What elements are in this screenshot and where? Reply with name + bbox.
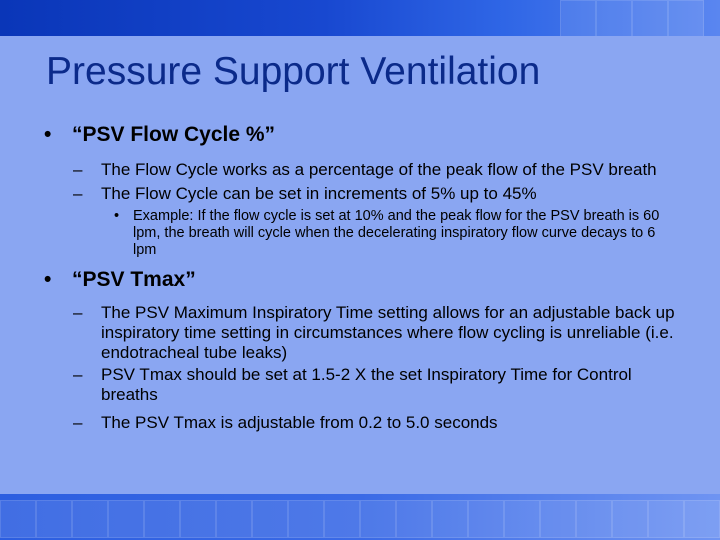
bullet-text: “PSV Tmax” xyxy=(72,268,196,291)
dash-marker: – xyxy=(73,413,83,432)
sub-bullet-text: PSV Tmax should be set at 1.5-2 X the set Inspiratory Time for Control breaths xyxy=(101,365,632,404)
band-tile xyxy=(596,0,632,36)
bottom-decorative-band xyxy=(0,494,720,540)
band-tile xyxy=(288,500,324,538)
band-tile xyxy=(432,500,468,538)
band-tile xyxy=(36,500,72,538)
band-tile xyxy=(632,0,668,36)
band-tile xyxy=(360,500,396,538)
band-tile xyxy=(324,500,360,538)
band-tile xyxy=(504,500,540,538)
band-tile xyxy=(576,500,612,538)
band-tile xyxy=(540,500,576,538)
sub-bullet-text: The Flow Cycle works as a percentage of the peak flow of the PSV breath xyxy=(101,160,657,179)
sub-bullet xyxy=(30,303,680,363)
band-tile xyxy=(468,500,504,538)
bullet-marker: • xyxy=(44,268,52,291)
bullet-marker: • xyxy=(44,123,52,146)
bullet-text: “PSV Flow Cycle %” xyxy=(72,123,276,146)
band-tile xyxy=(668,0,704,36)
sub-bullet xyxy=(30,160,680,180)
dash-marker: – xyxy=(73,365,83,384)
top-decorative-band xyxy=(0,0,720,36)
sub-bullet xyxy=(30,413,680,433)
sub-bullet-text: The PSV Maximum Inspiratory Time setting allows for an adjustable back up inspiratory time setting in circumstances where flow cycling is unreliable (i.e. endotracheal tube leaks) xyxy=(101,303,675,362)
band-tile xyxy=(648,500,684,538)
dash-marker: – xyxy=(73,160,83,179)
band-tile xyxy=(72,500,108,538)
dash-marker: – xyxy=(73,303,83,322)
small-bullet-marker: • xyxy=(114,208,120,224)
example-bullet xyxy=(30,208,680,259)
band-tile xyxy=(396,500,432,538)
band-tile xyxy=(144,500,180,538)
example-text: Example: If the flow cycle is set at 10% and the peak flow for the PSV breath is 60 lpm, the breath will cycle when the decelerating inspiratory flow curve decays to 6 lpm xyxy=(133,208,660,258)
dash-marker: – xyxy=(73,184,83,203)
band-tile xyxy=(252,500,288,538)
band-tile xyxy=(0,500,36,538)
band-tile xyxy=(108,500,144,538)
band-tile xyxy=(684,500,720,538)
bullet-psv-flow-cycle xyxy=(30,122,680,148)
sub-bullet-text: The Flow Cycle can be set in increments of 5% up to 45% xyxy=(101,184,537,203)
band-tile xyxy=(216,500,252,538)
slide-title: Pressure Support Ventilation xyxy=(46,50,541,93)
slide-content xyxy=(30,122,680,433)
sub-bullet xyxy=(30,184,680,204)
band-tile xyxy=(560,0,596,36)
sub-bullet xyxy=(30,365,680,405)
band-tile xyxy=(180,500,216,538)
sub-bullet-text: The PSV Tmax is adjustable from 0.2 to 5.0 seconds xyxy=(101,413,498,432)
band-tile xyxy=(612,500,648,538)
bullet-psv-tmax xyxy=(30,267,680,293)
